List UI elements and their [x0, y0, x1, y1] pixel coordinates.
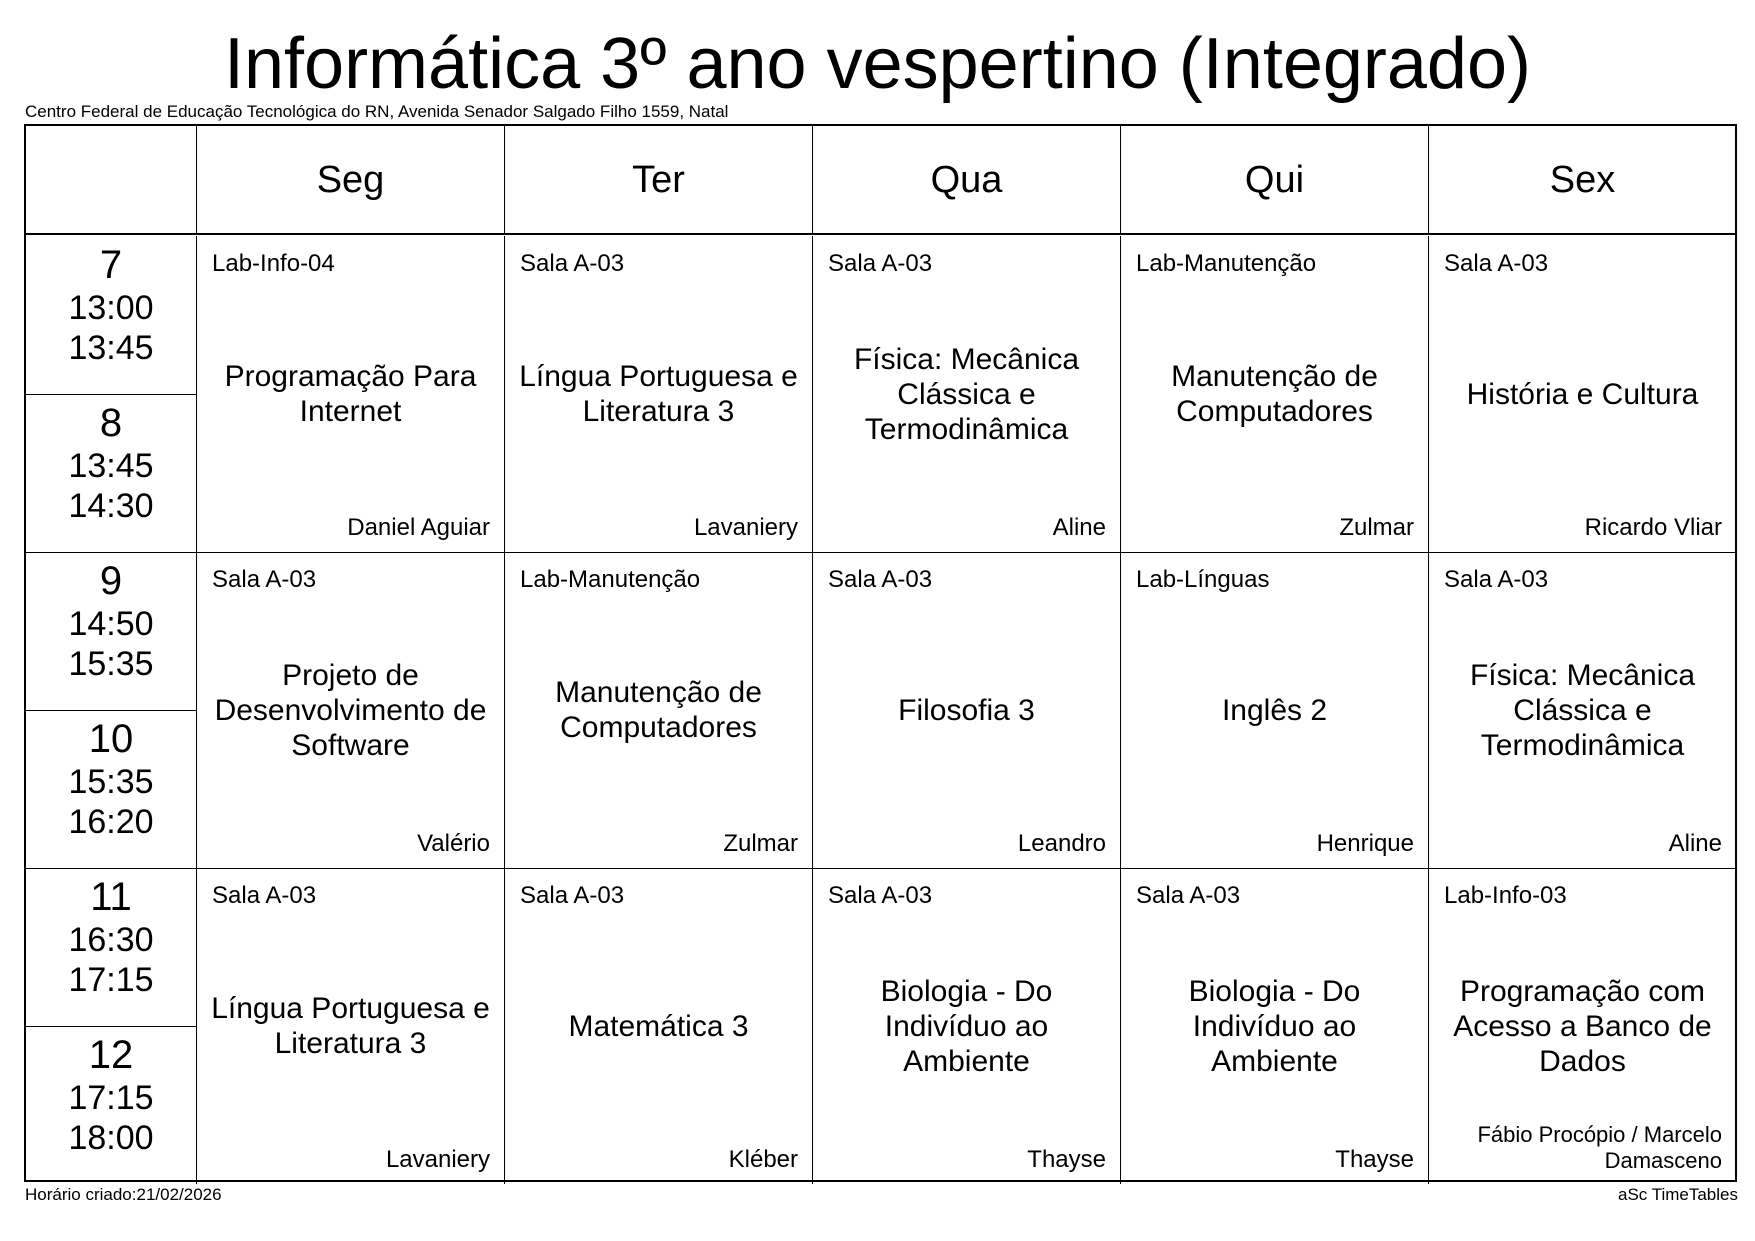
period-end-time: 17:15	[68, 961, 154, 999]
lesson-room: Sala A-03	[828, 566, 933, 593]
period-label	[26, 552, 196, 710]
period-label	[26, 868, 196, 1026]
period-end-time: 16:20	[68, 803, 154, 841]
period-end-time: 13:45	[68, 329, 154, 367]
period-number: 10	[88, 717, 134, 761]
period-start-time: 16:30	[68, 921, 154, 959]
lesson-subject: Língua Portuguesa e Literatura 3	[519, 360, 798, 428]
day-header: Qui	[1120, 126, 1428, 234]
lesson-teacher: Lavaniery	[693, 514, 798, 541]
lesson-subject: Língua Portuguesa e Literatura 3	[211, 992, 490, 1060]
day-header: Ter	[504, 126, 812, 234]
lesson-subject: Biologia - Do Indivíduo ao Ambiente	[880, 974, 1053, 1078]
period-label	[26, 394, 196, 552]
lesson-room: Sala A-03	[520, 250, 625, 277]
lesson-teacher: Leandro	[1017, 830, 1106, 857]
lesson-room: Sala A-03	[520, 882, 625, 909]
lesson-subject: Matemática 3	[568, 1009, 749, 1043]
lesson-room: Sala A-03	[1444, 566, 1549, 593]
period-label	[26, 236, 196, 394]
period-number: 11	[90, 875, 132, 919]
lesson-teacher: Ricardo Vliar	[1584, 514, 1722, 541]
period-label	[26, 1026, 196, 1184]
lesson-cell[interactable]	[812, 868, 1120, 1184]
period-label	[26, 710, 196, 868]
period-start-time: 17:15	[68, 1079, 154, 1117]
lesson-cell[interactable]	[196, 552, 504, 868]
lesson-subject: Inglês 2	[1221, 693, 1328, 727]
lesson-cell[interactable]	[1120, 236, 1428, 552]
lesson-cell[interactable]	[1428, 236, 1736, 552]
lesson-cell[interactable]	[812, 552, 1120, 868]
lesson-cell[interactable]	[504, 552, 812, 868]
period-end-time: 18:00	[68, 1119, 154, 1157]
lesson-teacher: Daniel Aguiar	[347, 514, 490, 541]
lesson-subject: Manutenção de Computadores	[1171, 360, 1378, 428]
lesson-room: Sala A-03	[212, 882, 317, 909]
period-start-time: 13:00	[68, 289, 154, 327]
lesson-room: Lab-Info-03	[1444, 882, 1567, 909]
created-date: Horário criado:21/02/2026	[25, 1185, 222, 1204]
lesson-subject: Física: Mecânica Clássica e Termodinâmica	[853, 342, 1080, 446]
lesson-subject: Projeto de Desenvolvimento de Software	[214, 658, 487, 762]
lesson-teacher: Fábio Procópio / Marcelo Damasceno	[1477, 1122, 1722, 1173]
day-header: Qua	[812, 126, 1120, 234]
lesson-teacher: Zulmar	[1339, 514, 1414, 541]
lesson-cell[interactable]	[1120, 868, 1428, 1184]
lesson-subject: Programação com Acesso a Banco de Dados	[1453, 974, 1712, 1078]
period-start-time: 14:50	[68, 605, 154, 643]
lesson-teacher: Aline	[1052, 514, 1106, 541]
lesson-subject: História e Cultura	[1466, 377, 1699, 411]
lesson-subject: Manutenção de Computadores	[555, 676, 762, 744]
period-start-time: 15:35	[68, 763, 154, 801]
lesson-cell[interactable]	[1120, 552, 1428, 868]
lesson-cell[interactable]	[504, 868, 812, 1184]
lesson-teacher: Aline	[1668, 830, 1722, 857]
lesson-room: Sala A-03	[828, 882, 933, 909]
lesson-teacher: Valério	[417, 830, 490, 857]
lesson-cell[interactable]	[1428, 868, 1736, 1184]
period-end-time: 14:30	[68, 487, 154, 525]
lesson-room: Lab-Manutenção	[1136, 250, 1317, 277]
lesson-subject: Física: Mecânica Clássica e Termodinâmica	[1469, 658, 1696, 762]
lesson-room: Sala A-03	[1444, 250, 1549, 277]
brand-label: aSc TimeTables	[1618, 1185, 1738, 1204]
period-start-time: 13:45	[68, 447, 154, 485]
period-number: 7	[99, 243, 123, 287]
lesson-teacher: Zulmar	[723, 830, 798, 857]
header-divider	[26, 233, 1735, 235]
lesson-subject: Biologia - Do Indivíduo ao Ambiente	[1188, 974, 1361, 1078]
day-header: Seg	[196, 126, 504, 234]
lesson-subject: Programação Para Internet	[224, 360, 477, 428]
period-number: 12	[88, 1033, 134, 1077]
period-number: 9	[99, 559, 123, 603]
lesson-teacher: Henrique	[1316, 830, 1414, 857]
institution-address: Centro Federal de Educação Tecnológica do RN, Avenida Senador Salgado Filho 1559, Natal	[25, 102, 729, 121]
lesson-room: Sala A-03	[212, 566, 317, 593]
timetable-grid	[24, 124, 1737, 1182]
page-title: Informática 3º ano vespertino (Integrado)	[223, 24, 1531, 104]
lesson-room: Lab-Manutenção	[520, 566, 701, 593]
period-end-time: 15:35	[68, 645, 154, 683]
lesson-teacher: Thayse	[1027, 1146, 1106, 1173]
day-header: Sex	[1428, 126, 1736, 234]
lesson-cell[interactable]	[196, 236, 504, 552]
lesson-room: Lab-Info-04	[212, 250, 335, 277]
lesson-cell[interactable]	[196, 868, 504, 1184]
lesson-room: Lab-Línguas	[1136, 566, 1270, 593]
lesson-room: Sala A-03	[1136, 882, 1241, 909]
lesson-teacher: Kléber	[728, 1146, 798, 1173]
lesson-teacher: Lavaniery	[385, 1146, 490, 1173]
lesson-cell[interactable]	[1428, 552, 1736, 868]
lesson-cell[interactable]	[812, 236, 1120, 552]
lesson-teacher: Thayse	[1335, 1146, 1414, 1173]
lesson-room: Sala A-03	[828, 250, 933, 277]
period-number: 8	[99, 401, 123, 445]
lesson-subject: Filosofia 3	[898, 693, 1035, 727]
lesson-cell[interactable]	[504, 236, 812, 552]
